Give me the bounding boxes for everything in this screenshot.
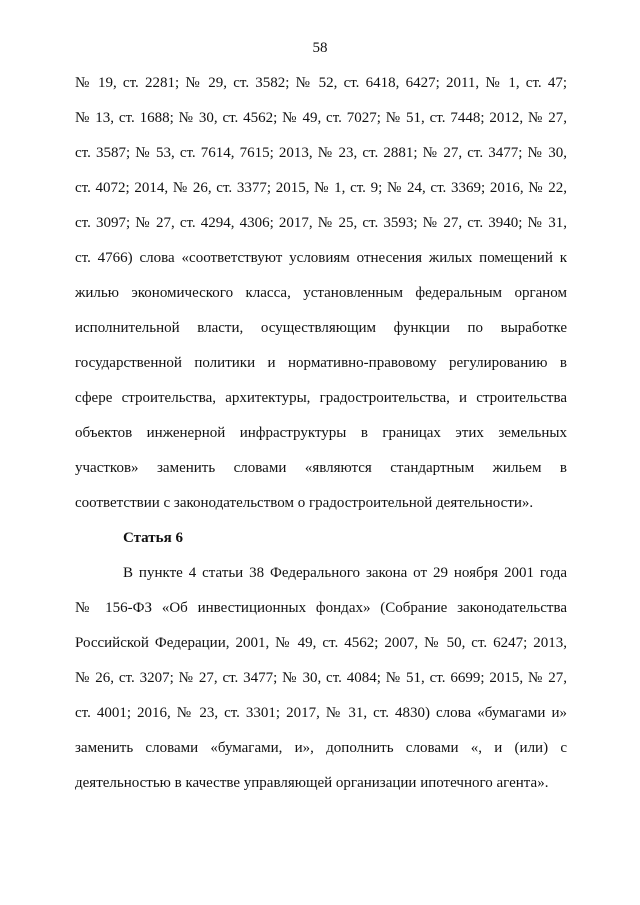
text-line: деятельностью в качестве управляющей организации ипотечного агента». [75,775,549,791]
text-line: № 26, ст. 3207; № 27, ст. 3477; № 30, ст. 4084; № 51, ст. 6699; 2015, № 27, [75,670,567,686]
text-line: соответствии с законодательством о градостроительной деятельности». [75,495,534,511]
text-line: сфере строительства, архитектуры, градостроительства, и строительства [75,390,567,406]
text-line: ст. 4001; 2016, № 23, ст. 3301; 2017, № 31, ст. 4830) слова «бумагами и» [75,705,567,721]
text-line: ст. 4766) слова «соответствуют условиям отнесения жилых помещений к [75,250,567,266]
text-line: № 19, ст. 2281; № 29, ст. 3582; № 52, ст. 6418, 6427; 2011, № 1, ст. 47; [75,75,567,91]
text-line: ст. 3097; № 27, ст. 4294, 4306; 2017, № 25, ст. 3593; № 27, ст. 3940; № 31, [75,215,567,231]
text-line: участков» заменить словами «являются стандартным жильем в [75,460,567,476]
text-line: ст. 3587; № 53, ст. 7614, 7615; 2013, № 23, ст. 2881; № 27, ст. 3477; № 30, [75,145,567,161]
text-line: В пункте 4 статьи 38 Федерального закона от 29 ноября 2001 года [123,565,567,581]
text-line: ст. 4072; 2014, № 26, ст. 3377; 2015, № 1, ст. 9; № 24, ст. 3369; 2016, № 22, [75,180,567,196]
article-heading: Статья 6 [123,530,183,546]
text-line: № 156-ФЗ «Об инвестиционных фондах» (Собрание законодательства [75,600,567,616]
text-line: Российской Федерации, 2001, № 49, ст. 4562; 2007, № 50, ст. 6247; 2013, [75,635,567,651]
text-line: исполнительной власти, осуществляющим функции по выработке [75,320,567,336]
text-line: заменить словами «бумагами, и», дополнить словами «, и (или) с [75,740,567,756]
text-line: объектов инженерной инфраструктуры в границах этих земельных [75,425,567,441]
page-number: 58 [312,40,328,56]
text-line: государственной политики и нормативно-правовому регулированию в [75,355,567,371]
text-line: жилью экономического класса, установленным федеральным органом [75,285,567,301]
text-line: № 13, ст. 1688; № 30, ст. 4562; № 49, ст. 7027; № 51, ст. 7448; 2012, № 27, [75,110,567,126]
